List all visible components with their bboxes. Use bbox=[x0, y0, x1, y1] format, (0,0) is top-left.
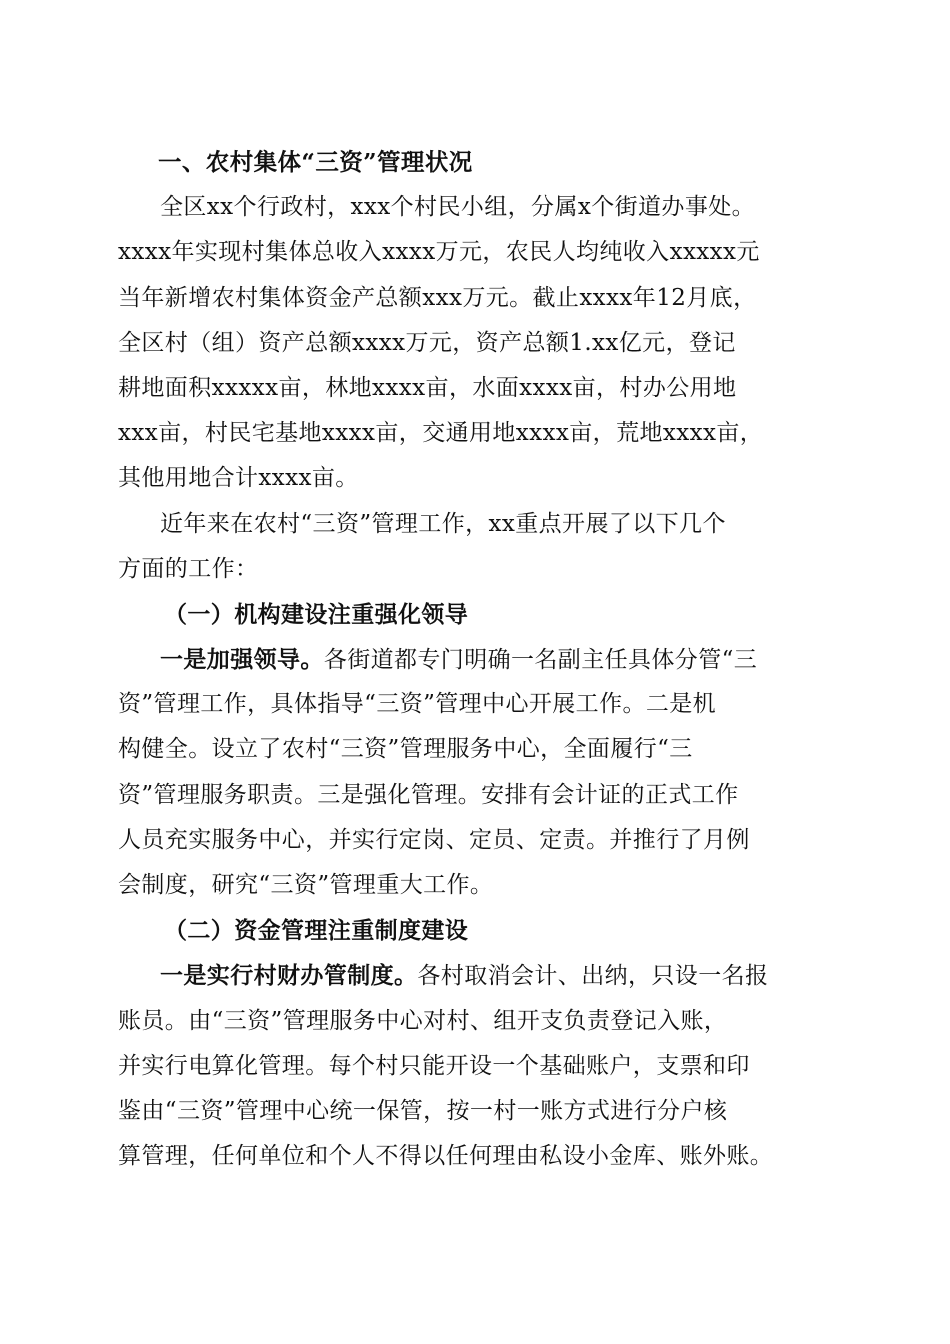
section-heading: 一、农村集体“三资”管理状况 bbox=[158, 148, 473, 176]
subsection-heading: （一）机构建设注重强化领导 bbox=[164, 600, 469, 628]
paragraph-text: 各村取消会计、出纳，只设一名报 bbox=[417, 963, 769, 990]
paragraph-line: 账员。由“三资”管理服务中心对村、组开支负责登记入账， bbox=[118, 1007, 728, 1034]
paragraph-lead: 一是加强领导。 bbox=[160, 646, 324, 674]
paragraph-line: 方面的工作： bbox=[118, 555, 259, 582]
paragraph-lead: 一是实行村财办管制度。 bbox=[160, 962, 418, 990]
paragraph-text: 各街道都专门明确一名副主任具体分管“三 bbox=[323, 647, 758, 674]
paragraph-line: 构健全。设立了农村“三资”管理服务中心，全面履行“三 bbox=[118, 736, 693, 763]
paragraph-line: 全区xx个行政村，xxx个村民小组，分属x个街道办事处。 bbox=[160, 194, 756, 221]
paragraph-line bbox=[118, 637, 830, 682]
paragraph-line: xxxx年实现村集体总收入xxxx万元，农民人均纯收入xxxxx元 bbox=[118, 239, 760, 266]
paragraph-line: xxx亩，村民宅基地xxxx亩，交通用地xxxx亩，荒地xxxx亩， bbox=[118, 420, 764, 447]
paragraph-line: 并实行电算化管理。每个村只能开设一个基础账户，支票和印 bbox=[118, 1052, 750, 1079]
paragraph-line: 耕地面积xxxxx亩，林地xxxx亩，水面xxxx亩，村办公用地 bbox=[118, 374, 737, 401]
paragraph-line bbox=[118, 953, 830, 998]
paragraph-line: 其他用地合计xxxx亩。 bbox=[118, 465, 359, 492]
paragraph-line: 鉴由“三资”管理中心统一保管，按一村一账方式进行分户核 bbox=[118, 1097, 728, 1124]
subsection-heading: （二）资金管理注重制度建设 bbox=[164, 917, 469, 945]
paragraph-line: 算管理，任何单位和个人不得以任何理由私设小金库、账外账。 bbox=[118, 1143, 774, 1170]
paragraph-line: 资”管理服务职责。三是强化管理。安排有会计证的正式工作 bbox=[118, 781, 739, 808]
document-body bbox=[118, 140, 830, 1179]
paragraph-line: 资”管理工作，具体指导“三资”管理中心开展工作。二是机 bbox=[118, 691, 717, 718]
paragraph-line: 当年新增农村集体资金产总额xxx万元。截止xxxx年12月底， bbox=[118, 284, 757, 311]
paragraph-line: 近年来在农村“三资”管理工作，xx重点开展了以下几个 bbox=[160, 510, 726, 537]
paragraph-line: 会制度，研究“三资”管理重大工作。 bbox=[118, 872, 494, 898]
paragraph-line: 全区村（组）资产总额xxxx万元，资产总额1.xx亿元，登记 bbox=[118, 329, 736, 356]
paragraph-line: 人员充实服务中心，并实行定岗、定员、定责。并推行了月例 bbox=[118, 826, 750, 853]
